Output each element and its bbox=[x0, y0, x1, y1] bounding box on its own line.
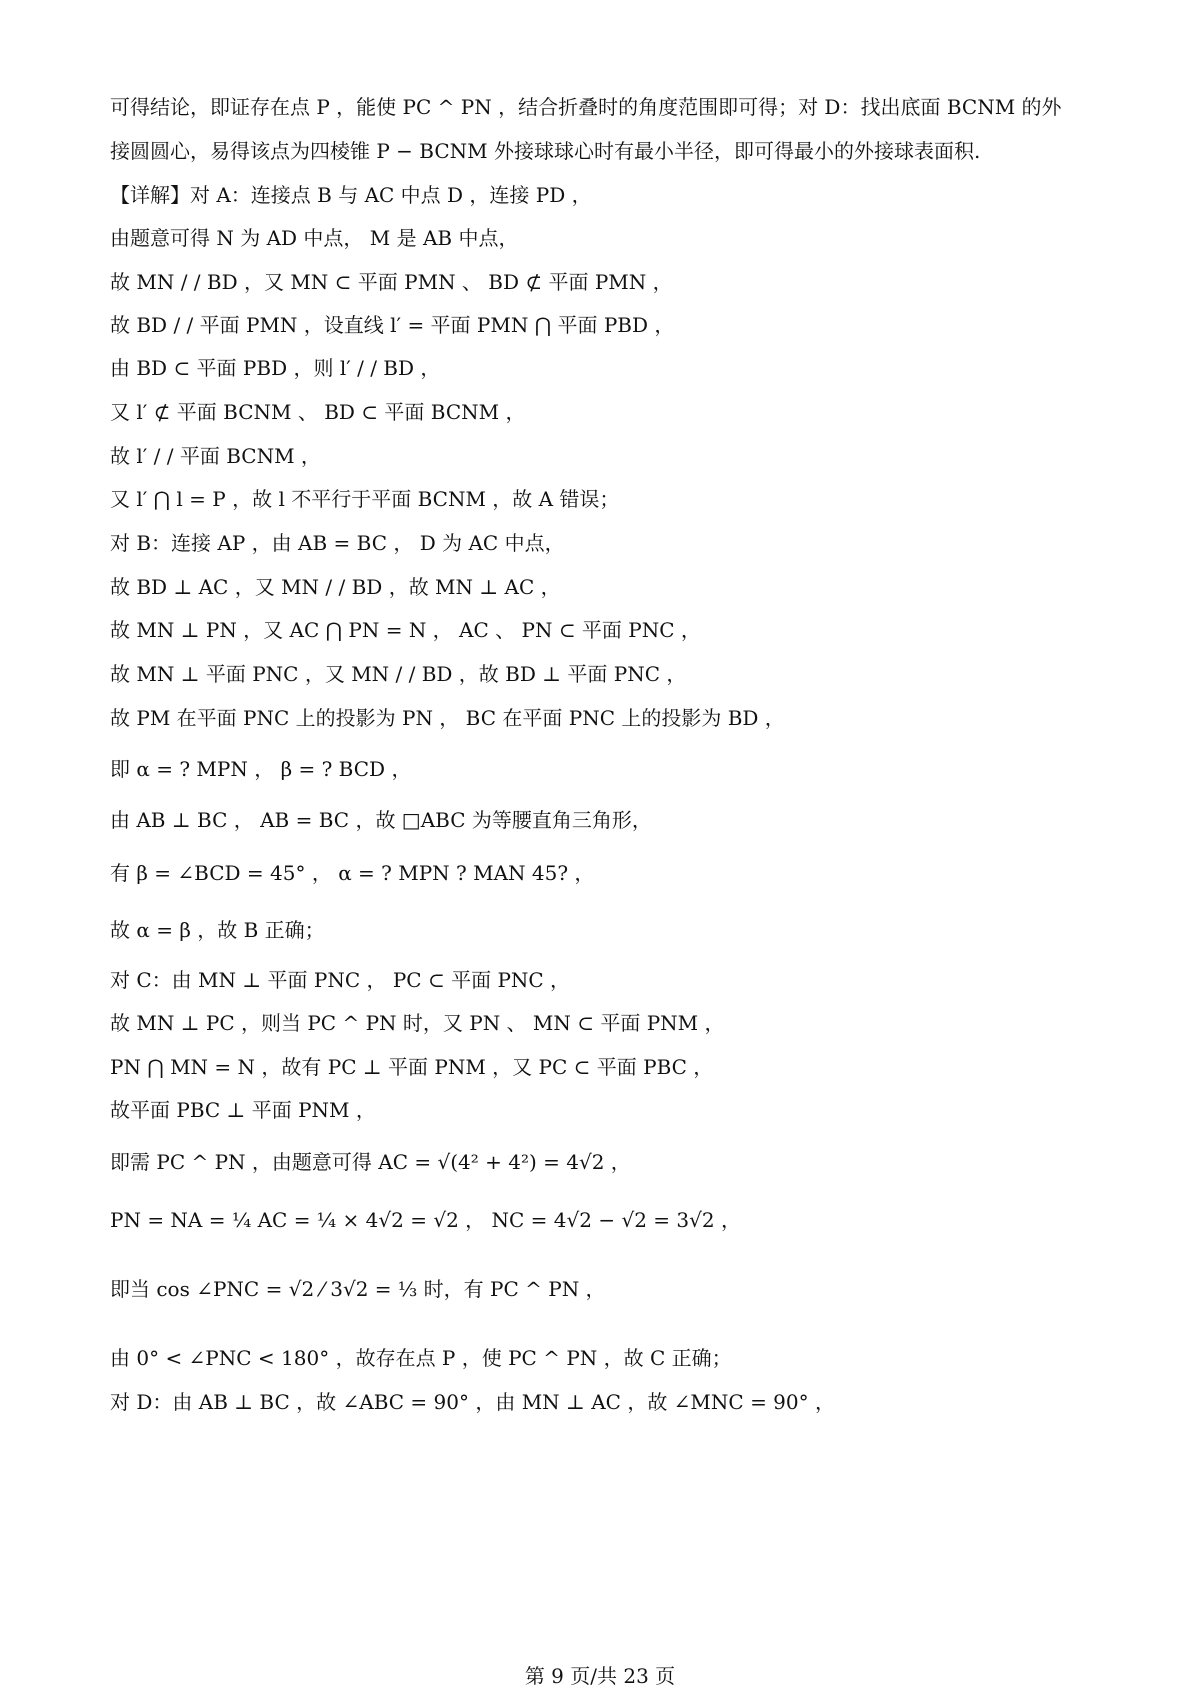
text-line: 即需 PC ^ PN ，由题意可得 AC = √(4² + 4²) = 4√2 ， bbox=[110, 1150, 631, 1174]
text-line: PN = NA = ¼ AC = ¼ × 4√2 = √2 ， NC = 4√2 − √2 = 3√2 ， bbox=[110, 1208, 741, 1232]
text-line: PN ⋂ MN = N ，故有 PC ⊥ 平面 PNM ，又 PC ⊂ 平面 PBC ， bbox=[110, 1055, 714, 1079]
text-line: 对 C：由 MN ⊥ 平面 PNC ， PC ⊂ 平面 PNC ， bbox=[110, 968, 571, 992]
text-line: 故 MN ⊥ PN ，又 AC ⋂ PN = N ， AC 、 PN ⊂ 平面 PNC ， bbox=[110, 618, 701, 642]
text-line: 接圆圆心，易得该点为四棱锥 P − BCNM 外接球球心时有最小半径，即可得最小的外接球表面积. bbox=[110, 139, 981, 163]
text-line: 对 B：连接 AP ，由 AB = BC ， D 为 AC 中点， bbox=[110, 531, 565, 555]
text-line: 故 MN ⊥ 平面 PNC ，又 MN / / BD ，故 BD ⊥ 平面 PNC ， bbox=[110, 662, 687, 686]
text-line: 故 l′ / / 平面 BCNM ， bbox=[110, 444, 321, 468]
text-line: 【详解】对 A：连接点 B 与 AC 中点 D ，连接 PD ， bbox=[110, 183, 592, 207]
text-line: 故 BD / / 平面 PMN ，设直线 l′ = 平面 PMN ⋂ 平面 PBD ， bbox=[110, 313, 675, 337]
text-line: 由 AB ⊥ BC ， AB = BC ，故 □ABC 为等腰直角三角形， bbox=[110, 808, 652, 832]
text-line: 有 β = ∠BCD = 45° ， α = ? MPN ? MAN 45? ， bbox=[110, 861, 595, 885]
text-line: 又 l′ ⊄ 平面 BCNM 、 BD ⊂ 平面 BCNM ， bbox=[110, 400, 526, 424]
text-line: 故平面 PBC ⊥ 平面 PNM ， bbox=[110, 1098, 376, 1122]
text-line: 故 BD ⊥ AC ，又 MN / / BD ，故 MN ⊥ AC ， bbox=[110, 575, 561, 599]
text-line: 故 MN / / BD ，又 MN ⊂ 平面 PMN 、 BD ⊄ 平面 PMN ， bbox=[110, 270, 673, 294]
text-line: 对 D：由 AB ⊥ BC ，故 ∠ABC = 90° ，由 MN ⊥ AC ，故 ∠MNC = 90° ， bbox=[110, 1390, 835, 1414]
text-line: 由 BD ⊂ 平面 PBD ，则 l′ / / BD ， bbox=[110, 356, 441, 380]
text-line: 故 PM 在平面 PNC 上的投影为 PN ， BC 在平面 PNC 上的投影为 BD ， bbox=[110, 706, 785, 730]
text-line: 即 α = ? MPN ， β = ? BCD ， bbox=[110, 757, 412, 781]
text-line: 由 0° < ∠PNC < 180° ，故存在点 P ，使 PC ^ PN ，故 C 正确； bbox=[110, 1346, 732, 1370]
text-line: 可得结论，即证存在点 P ，能使 PC ^ PN ，结合折叠时的角度范围即可得；对 D：找出底面 BCNM 的外 bbox=[110, 95, 1062, 119]
text-line: 由题意可得 N 为 AD 中点， M 是 AB 中点， bbox=[110, 226, 519, 250]
page-footer: 第 9 页/共 23 页 bbox=[524, 1664, 676, 1688]
text-line: 故 MN ⊥ PC ，则当 PC ^ PN 时，又 PN 、 MN ⊂ 平面 PNM ， bbox=[110, 1011, 725, 1035]
text-line: 又 l′ ⋂ l = P ，故 l 不平行于平面 BCNM ，故 A 错误； bbox=[110, 487, 620, 511]
text-line: 即当 cos ∠PNC = √2 ⁄ 3√2 = ⅓ 时，有 PC ^ PN ， bbox=[110, 1277, 606, 1301]
text-line: 故 α = β ，故 B 正确； bbox=[110, 918, 325, 942]
